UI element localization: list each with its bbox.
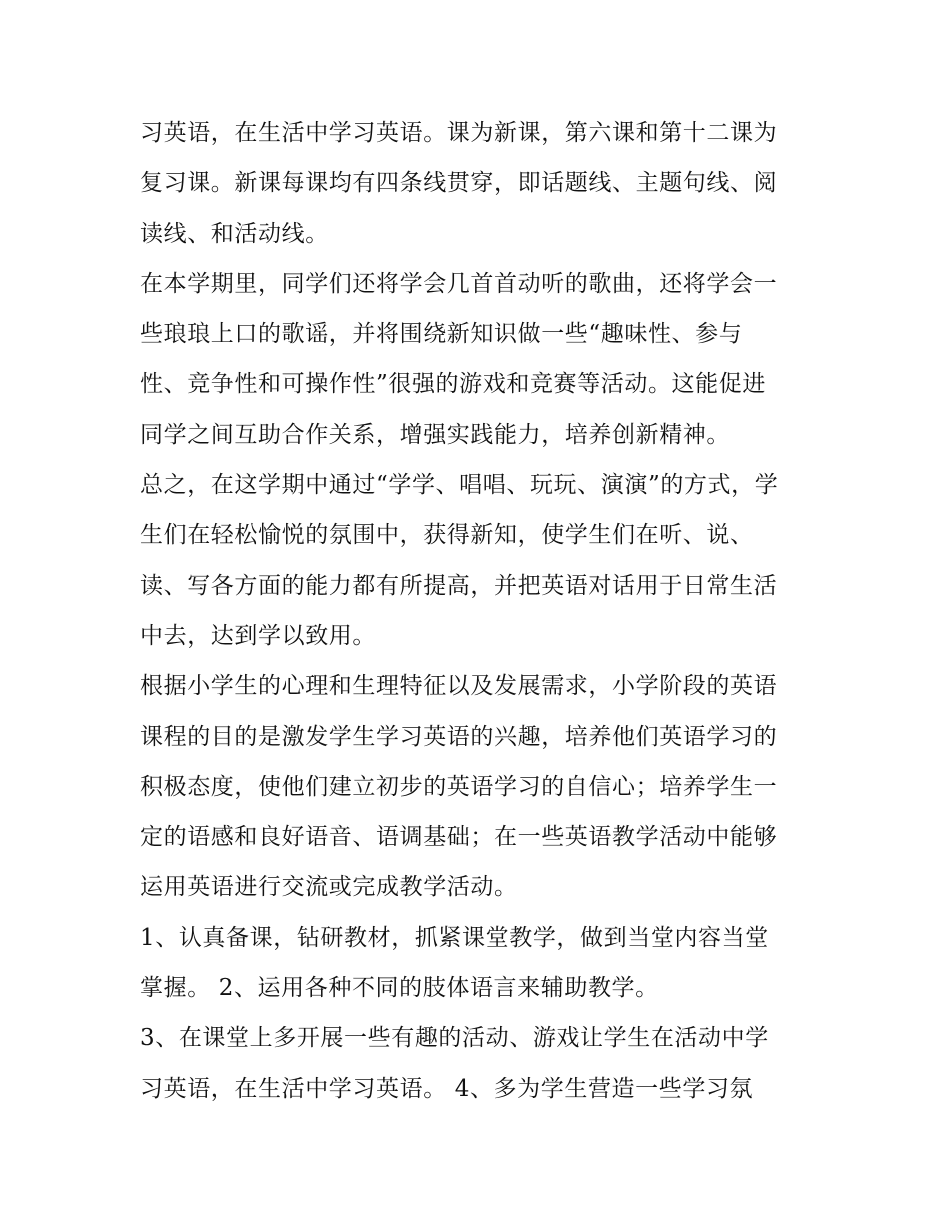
- text-line: 习英语，在生活中学习英语。 4、多为学生营造一些学习氛: [140, 1075, 754, 1102]
- text-line: 课程的目的是激发学生学习英语的兴趣，培养他们英语学习的: [140, 723, 778, 750]
- text-line: 1、认真备课，钻研教材，抓紧课堂教学，做到当堂内容当堂: [140, 924, 769, 951]
- text-line: 在本学期里，同学们还将学会几首首动听的歌曲，还将学会一: [140, 270, 778, 297]
- text-line: 定的语感和良好语音、语调基础；在一些英语教学活动中能够: [140, 824, 778, 851]
- text-line: 掌握。 2、运用各种不同的肢体语言来辅助教学。: [140, 975, 659, 1002]
- text-line: 复习课。新课每课均有四条线贯穿，即话题线、主题句线、阅: [140, 170, 778, 197]
- text-line: 习英语，在生活中学习英语。课为新课，第六课和第十二课为: [140, 120, 778, 146]
- text-line: 些琅琅上口的歌谣，并将围绕新知识做一些“趣味性、参与: [140, 321, 743, 348]
- text-line: 积极态度，使他们建立初步的英语学习的自信心；培养学生一: [140, 773, 778, 800]
- text-line: 同学之间互助合作关系，增强实践能力，培养创新精神。: [140, 421, 730, 448]
- text-line: 读、写各方面的能力都有所提高，并把英语对话用于日常生活: [140, 572, 778, 599]
- text-line: 3、在课堂上多开展一些有趣的活动、游戏让学生在活动中学: [140, 1025, 769, 1052]
- text-line: 中去，达到学以致用。: [140, 622, 376, 649]
- text-line: 读线、和活动线。: [140, 220, 329, 247]
- text-line: 根据小学生的心理和生理特征以及发展需求，小学阶段的英语: [140, 673, 778, 700]
- text-line: 生们在轻松愉悦的氛围中，获得新知，使学生们在听、说、: [140, 522, 754, 549]
- document-body: [140, 108, 820, 1114]
- text-line: 运用英语进行交流或完成教学活动。: [140, 874, 518, 901]
- text-line: 总之，在这学期中通过“学学、唱唱、玩玩、演演”的方式，学: [140, 472, 779, 499]
- text-line: 性、竞争性和可操作性”很强的游戏和竞赛等活动。这能促进: [140, 371, 766, 398]
